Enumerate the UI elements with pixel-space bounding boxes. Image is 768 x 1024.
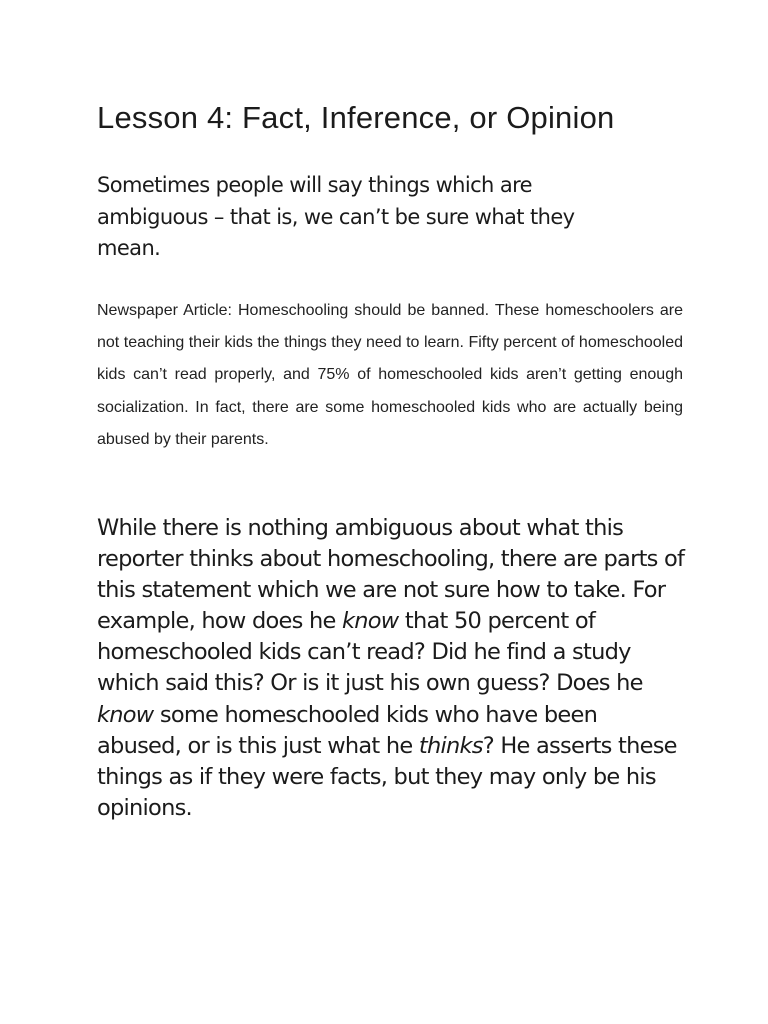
emphasis-know-2: know (97, 701, 154, 728)
analysis-text-1: While there is nothing ambiguous about what this reporter thinks about homeschooling, there are parts of this statement which we are not sure how to take. For example, how does he (97, 515, 685, 635)
analysis-text-2: that 50 percent of homeschooled kids can’t read? Did he find a study which said this? Or is it just his own guess? Does he (97, 608, 643, 697)
analysis-paragraph (97, 513, 687, 824)
lesson-title: Lesson 4: Fact, Inference, or Opinion (97, 100, 615, 135)
newspaper-article-paragraph: Newspaper Article: Homeschooling should be banned. These homeschoolers are not teaching their kids the things they need to learn. Fifty percent of homeschooled kids can’t read properly, and 75% of homeschooled kids aren’t getting enough socialization. In fact, there are some homeschooled kids who are actually being abused by their parents. (97, 302, 683, 448)
emphasis-thinks: thinks (418, 732, 483, 759)
intro-paragraph: Sometimes people will say things which are ambiguous – that is, we can’t be sure what they mean. (97, 173, 575, 260)
analysis-text-3: some homeschooled kids who have been abused, or is this just what he (97, 701, 598, 759)
analysis-text-4: ? He asserts these things as if they were facts, but they may only be his opinions. (97, 732, 677, 821)
emphasis-know-1: know (342, 608, 399, 635)
